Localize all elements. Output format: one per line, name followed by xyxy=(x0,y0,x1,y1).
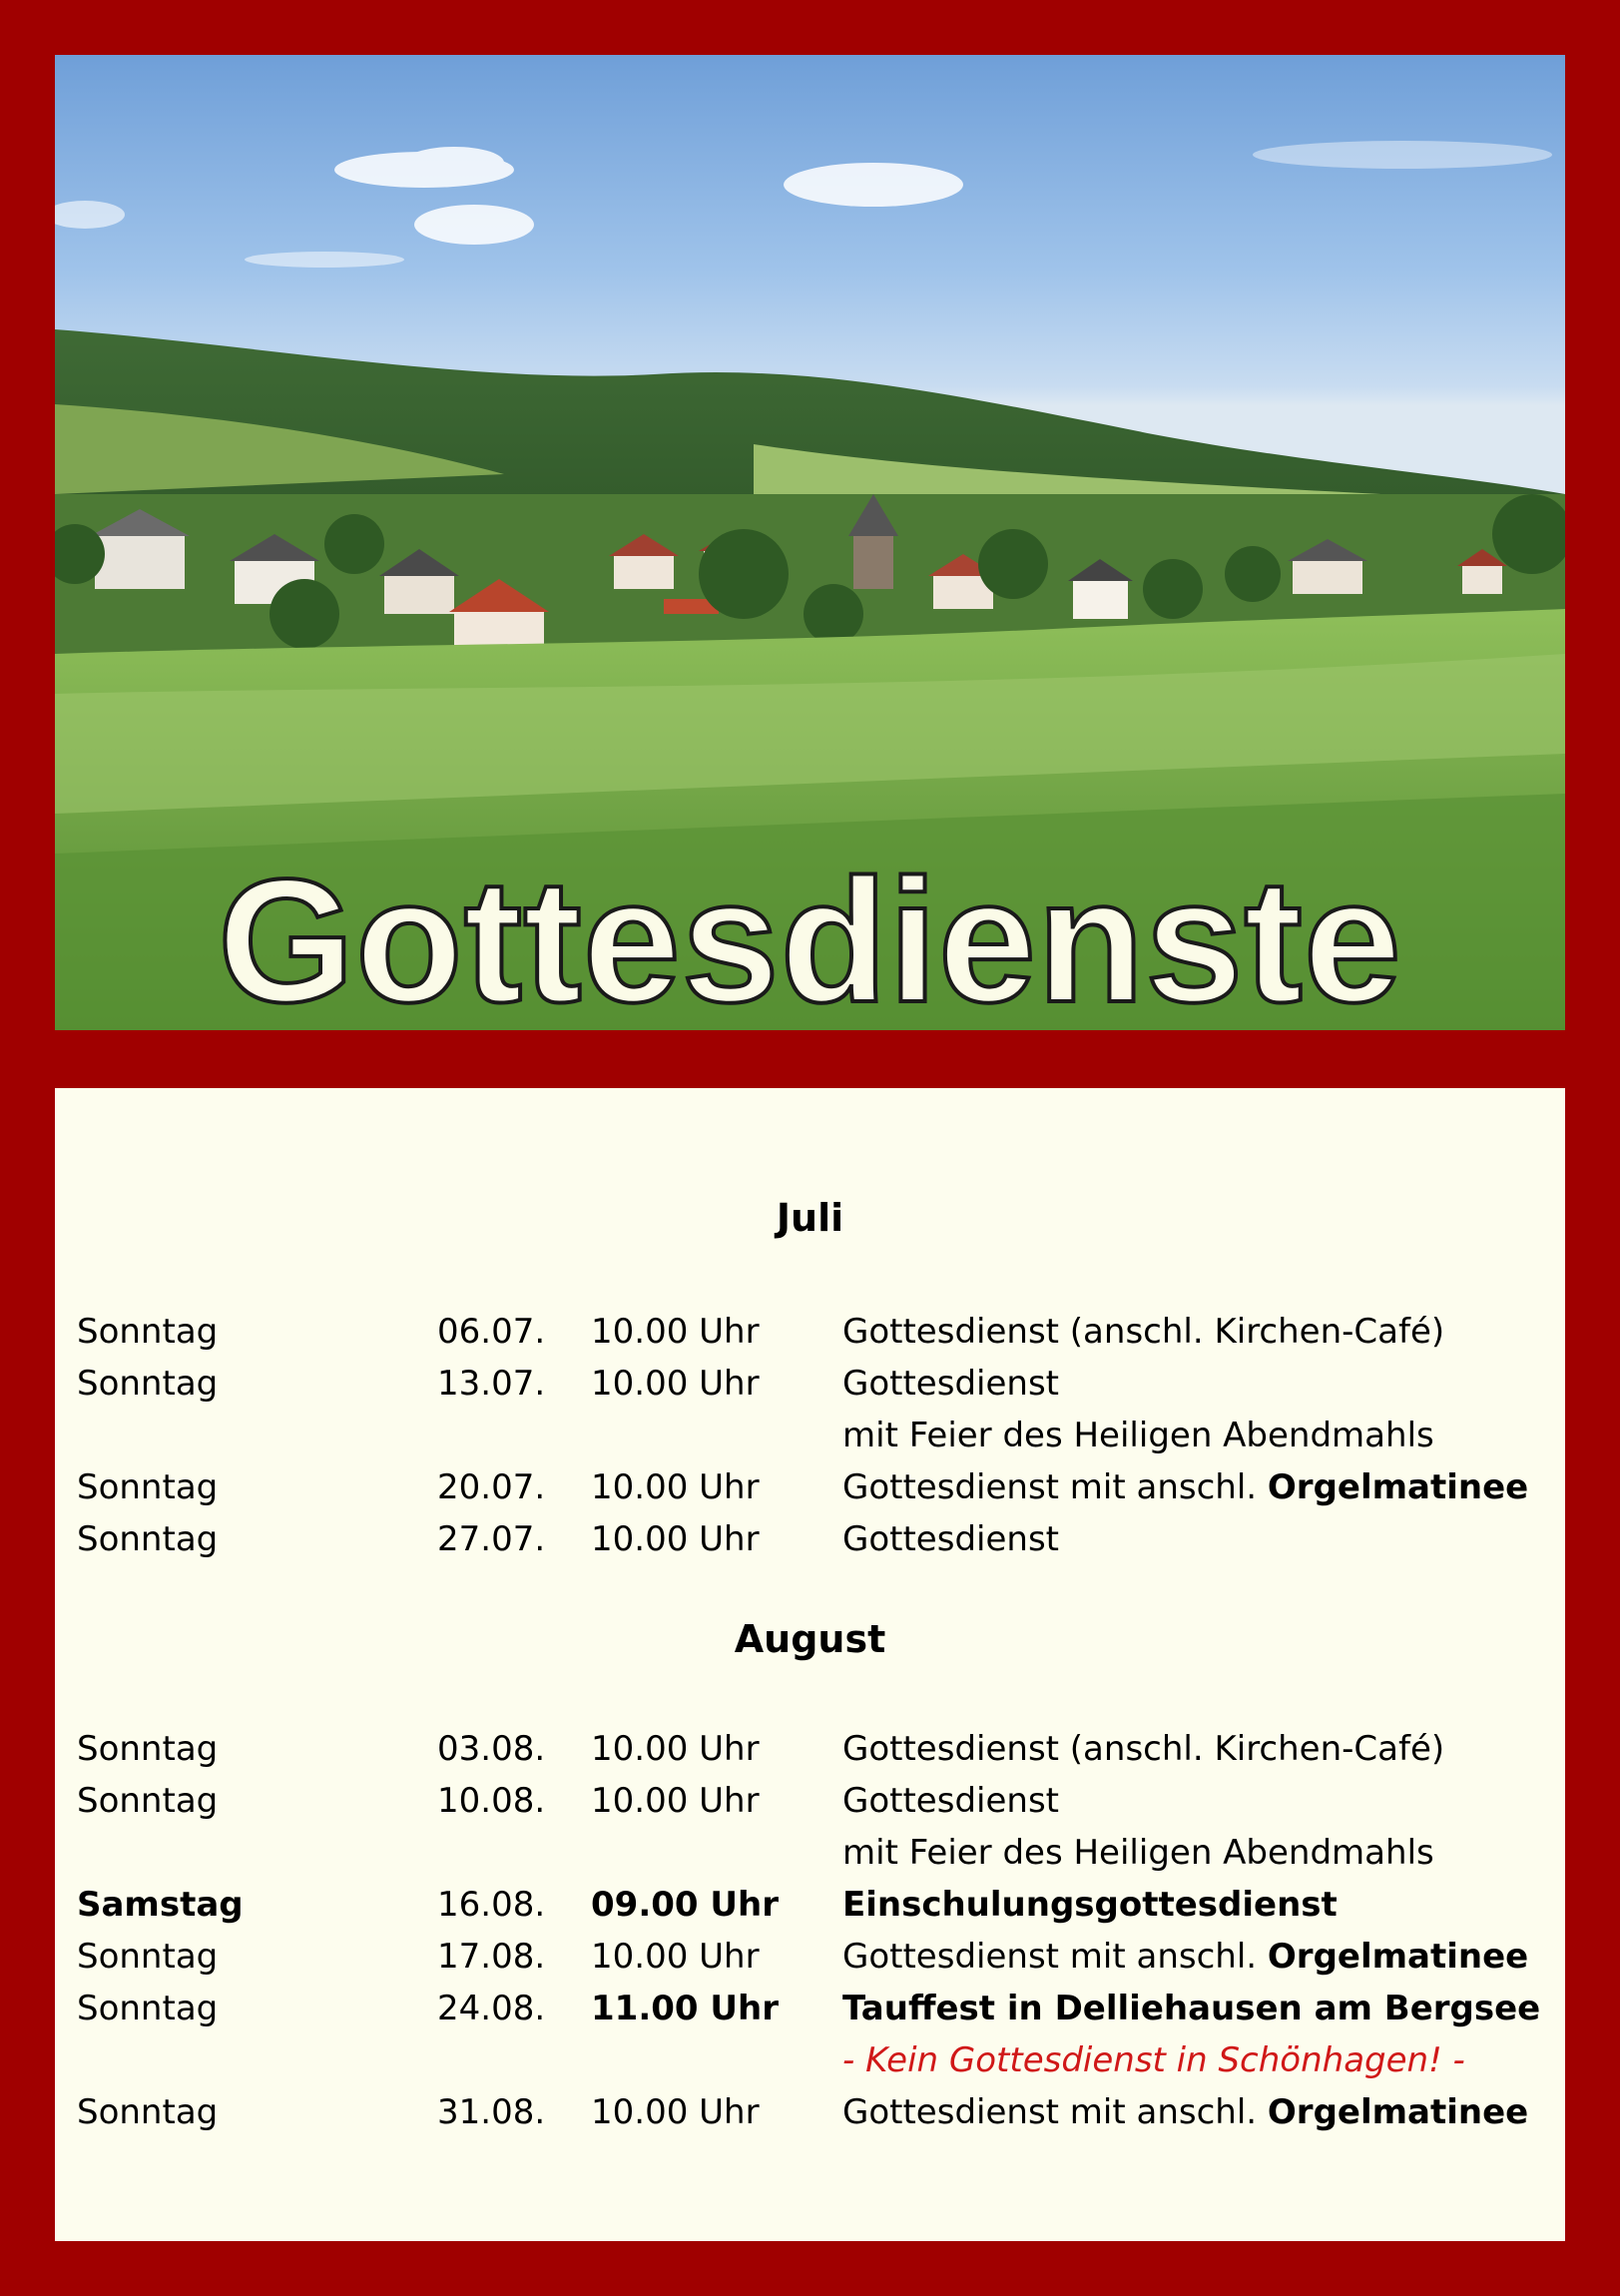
clouds xyxy=(55,141,1552,268)
description xyxy=(842,2086,1528,2138)
description: Gottesdienst xyxy=(842,1519,1059,1559)
description xyxy=(842,1461,1528,1513)
schedule-row xyxy=(55,1775,1565,1827)
day: Sonntag xyxy=(77,1937,219,1977)
date: 10.08. xyxy=(437,1781,546,1821)
date: 13.07. xyxy=(437,1364,546,1404)
description xyxy=(842,1931,1528,1983)
description: Gottesdienst xyxy=(842,1364,1059,1404)
description: Gottesdienst xyxy=(842,1781,1059,1821)
month-heading-august: August xyxy=(734,1617,886,1661)
description-highlight: Orgelmatinee xyxy=(1267,1937,1529,1977)
schedule-row-continuation xyxy=(55,2034,1565,2086)
day: Sonntag xyxy=(77,1989,219,2028)
date: 16.08. xyxy=(437,1885,546,1925)
time: 10.00 Uhr xyxy=(591,1467,760,1507)
date: 17.08. xyxy=(437,1937,546,1977)
schedule-row-continuation xyxy=(55,1410,1565,1461)
month-heading-juli: Juli xyxy=(776,1196,844,1240)
description-highlight: Orgelmatinee xyxy=(1267,1467,1529,1507)
schedule-row xyxy=(55,1306,1565,1358)
day: Sonntag xyxy=(77,1364,219,1404)
description: Gottesdienst (anschl. Kirchen-Café) xyxy=(842,1312,1445,1352)
date: 20.07. xyxy=(437,1467,546,1507)
date: 24.08. xyxy=(437,1989,546,2028)
cancellation-note: - Kein Gottesdienst in Schönhagen! - xyxy=(842,2040,1465,2080)
time: 10.00 Uhr xyxy=(591,1312,760,1352)
time: 10.00 Uhr xyxy=(591,1781,760,1821)
description-text: Gottesdienst mit anschl. xyxy=(842,1467,1268,1507)
day: Sonntag xyxy=(77,1312,219,1352)
schedule-row xyxy=(55,1931,1565,1983)
schedule-row xyxy=(55,1461,1565,1513)
hero-photo xyxy=(55,55,1565,1030)
time: 10.00 Uhr xyxy=(591,2092,760,2132)
description: Tauffest in Delliehausen am Bergsee xyxy=(842,1989,1541,2028)
description-text: Gottesdienst mit anschl. xyxy=(842,2092,1268,2132)
description: Gottesdienst (anschl. Kirchen-Café) xyxy=(842,1729,1445,1769)
schedule-row xyxy=(55,2086,1565,2138)
schedule-row-continuation xyxy=(55,1827,1565,1879)
day: Samstag xyxy=(77,1885,244,1925)
schedule-row xyxy=(55,1983,1565,2034)
schedule-row xyxy=(55,1513,1565,1565)
time: 09.00 Uhr xyxy=(591,1885,779,1925)
page-title: Gottesdienste xyxy=(218,844,1402,1030)
description-text: Gottesdienst mit anschl. xyxy=(842,1937,1268,1977)
description-highlight: Orgelmatinee xyxy=(1267,2092,1529,2132)
day: Sonntag xyxy=(77,1729,219,1769)
day: Sonntag xyxy=(77,2092,219,2132)
time: 11.00 Uhr xyxy=(591,1989,779,2028)
description-line2: mit Feier des Heiligen Abendmahls xyxy=(842,1833,1434,1873)
schedule-row xyxy=(55,1723,1565,1775)
schedule-row xyxy=(55,1358,1565,1410)
date: 27.07. xyxy=(437,1519,546,1559)
time: 10.00 Uhr xyxy=(591,1729,760,1769)
description: Einschulungsgottesdienst xyxy=(842,1885,1338,1925)
schedule-row xyxy=(55,1879,1565,1931)
time: 10.00 Uhr xyxy=(591,1364,760,1404)
day: Sonntag xyxy=(77,1467,219,1507)
time: 10.00 Uhr xyxy=(591,1519,760,1559)
day: Sonntag xyxy=(77,1519,219,1559)
date: 06.07. xyxy=(437,1312,546,1352)
time: 10.00 Uhr xyxy=(591,1937,760,1977)
description-line2: mit Feier des Heiligen Abendmahls xyxy=(842,1416,1434,1455)
service-schedule xyxy=(55,1088,1565,2241)
date: 03.08. xyxy=(437,1729,546,1769)
day: Sonntag xyxy=(77,1781,219,1821)
date: 31.08. xyxy=(437,2092,546,2132)
